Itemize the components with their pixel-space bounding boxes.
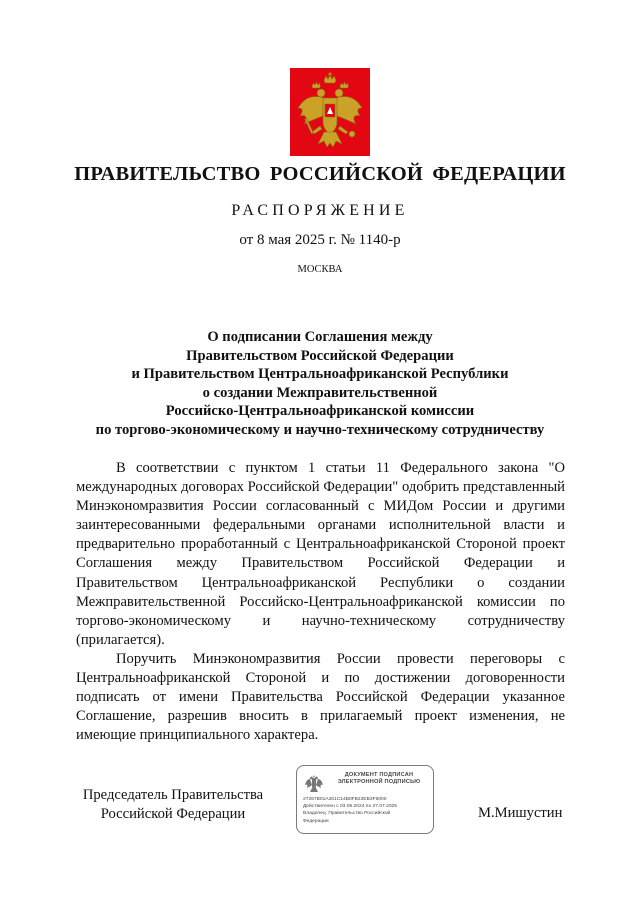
subject-line: Российско-Центральноафриканской комиссии (165, 403, 475, 419)
stamp-details (303, 796, 429, 825)
document-city: МОСКВА (297, 264, 343, 275)
subject-line: и Правительством Центральноафриканской Республики (131, 366, 509, 382)
signatory-position (78, 786, 268, 824)
signatory-position-line: Председатель Правительства (82, 787, 264, 803)
body-paragraph-approve: В соответствии с пунктом 1 статьи 11 Федерального закона "О международных договорах Российской Федерации" одобрить представленный Минэкономразвития России согласованный с МИДом России и другими заинтересованными федеральными органами исполнительной власти и предварительно проработанный с Центральноафриканской Стороной проект Соглашения между Правительством Российской Федерации и Правительством Центральноафриканской Республики о создании Межправительственной Российско-Центральноафриканской комиссии по торгово-экономическому и научно-техническому сотрудничеству (прилагается). (76, 460, 565, 648)
subject-line: о создании Межправительственной (202, 384, 438, 401)
certificate-owner: Владелец: Правительство Российской (303, 811, 391, 817)
document-subject (60, 328, 580, 439)
certificate-serial: 27267B01A261C14B0FB23EB3F6000 (303, 797, 387, 802)
document-type: РАСПОРЯЖЕНИЕ (231, 202, 409, 219)
body-paragraph-instruct: Поручить Минэкономразвития России провести переговоры с Центральноафриканской Стороной и по достижении договоренности подписать от имени Правительства Российской Федерации указанное Соглашение, разрешив вносить в прилагаемый проект изменения, не имеющие принципиального характера. (76, 650, 565, 744)
stamp-title-line: ДОКУМЕНТ ПОДПИСАН (344, 772, 414, 778)
subject-line: по торгово-экономическому и научно-техническому сотрудничеству (95, 421, 545, 438)
certificate-validity: Действителен с 03.05.2024 по 27.07.2025 (303, 804, 397, 810)
document-date-number: от 8 мая 2025 г. № 1140-р (239, 232, 401, 248)
stamp-emblem-icon (304, 773, 324, 793)
stamp-title (325, 772, 433, 786)
certificate-owner: Федерации (303, 818, 329, 824)
subject-line: Правительством Российской Федерации (186, 347, 454, 364)
electronic-signature-stamp (296, 765, 434, 834)
subject-line: О подписании Соглашения между (207, 329, 433, 345)
government-title: ПРАВИТЕЛЬСТВО РОССИЙСКОЙ ФЕДЕРАЦИИ (74, 163, 566, 185)
signatory-position-line: Российской Федерации (100, 806, 246, 822)
stamp-title-line: ЭЛЕКТРОННОЙ ПОДПИСЬЮ (337, 779, 421, 785)
coat-of-arms-icon (290, 68, 370, 156)
signatory-name: М.Мишустин (478, 805, 563, 821)
document-body (76, 459, 565, 745)
